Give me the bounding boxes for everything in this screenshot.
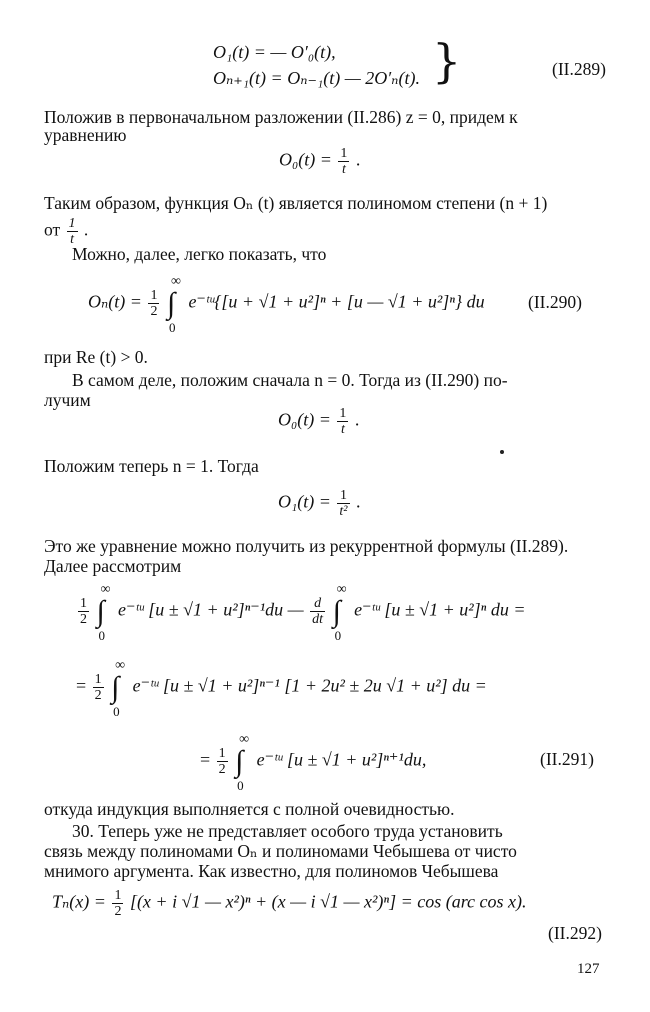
equation-290 [88, 273, 485, 335]
fraction-numerator: 1 [218, 746, 226, 761]
equation-292 [52, 888, 527, 919]
paragraph-7-line-2: Далее рассмотрим [44, 556, 182, 576]
equation-o1 [278, 488, 361, 519]
paragraph-7-line-1: Это же уравнение можно получить из рекуррентной формулы (II.289). [44, 536, 569, 556]
paragraph-8-line-1: откуда индукция выполняется с полной очевидностью. [44, 799, 455, 819]
paragraph-6-line-1: Положим теперь n = 1. Тогда [44, 456, 259, 476]
equals-sign: = [76, 675, 87, 696]
fraction-denominator: dt [312, 612, 324, 627]
fraction-denominator: 2 [218, 762, 226, 777]
equation-291-line1-term1: e⁻ᵗᵘ [u ± √1 + u²]ⁿ⁻¹du — [118, 599, 304, 620]
equation-291-line2-body: e⁻ᵗᵘ [u ± √1 + u²]ⁿ⁻¹ [1 + 2u² ± 2u √1 + u²] du = [132, 675, 487, 696]
fraction-denominator: 2 [80, 612, 87, 627]
equation-o0-again-lhs: O₀(t) = [278, 409, 331, 430]
equation-291-line1-term2: e⁻ᵗᵘ [u ± √1 + u²]ⁿ du = [354, 599, 526, 620]
fraction-denominator: t [337, 421, 348, 437]
paragraph-3-line-1: Можно, далее, легко показать, что [72, 244, 327, 264]
integral-sign: ∫ ∞ 0 [166, 273, 181, 335]
equation-o0-again [278, 406, 359, 437]
equation-289-line1: O₁(t) = — O′₀(t), [213, 42, 336, 62]
integral-lower-limit: 0 [334, 627, 342, 643]
fraction-denominator: 2 [94, 688, 102, 703]
paragraph-9-line-1: 30. Теперь уже не представляет особого труда установить [72, 821, 503, 841]
integral-upper-limit: ∞ [115, 657, 126, 673]
fraction-one-half [112, 888, 123, 919]
paragraph-5-line-1: В самом деле, положим сначала n = 0. Тогда из (II.290) по- [72, 370, 508, 390]
paragraph-1-line-2: уравнению [44, 125, 127, 145]
equation-o1-lhs: O₁(t) = [278, 491, 331, 512]
fraction-numerator: 1 [339, 406, 347, 421]
integral-upper-limit: ∞ [239, 731, 250, 747]
equals-sign: = [200, 749, 211, 770]
equation-period: . [354, 409, 360, 430]
equation-o0-period: . [355, 149, 361, 170]
fraction-numerator: d [314, 596, 322, 611]
paragraph-9-line-3: мнимого аргумента. Как известно, для полиномов Чебышева [44, 861, 499, 881]
equation-291-line3 [200, 731, 427, 793]
equation-292-lhs: Tₙ(x) = [52, 891, 106, 912]
fraction-denominator: t [67, 231, 78, 247]
equation-289-line2: Oₙ₊₁(t) = Oₙ₋₁(t) — 2O′ₙ(t). [213, 68, 420, 88]
integral-sign: ∫ ∞ 0 [332, 581, 347, 643]
fraction-numerator: 1 [150, 288, 158, 303]
integral-lower-limit: 0 [113, 703, 120, 719]
paragraph-4-line-1: при Re (t) > 0. [44, 347, 148, 367]
integral-sign: ∫ ∞ 0 [235, 731, 250, 793]
integral-upper-limit: ∞ [100, 581, 111, 597]
fraction-denominator: t² [339, 504, 348, 519]
equation-289-number: (II.289) [552, 59, 606, 79]
equation-290-lhs: Oₙ(t) = [88, 291, 142, 312]
paragraph-2-line-1: Таким образом, функция Oₙ (t) является полиномом степени (n + 1) [44, 193, 548, 213]
paragraph-2-period: . [83, 219, 89, 240]
fraction-numerator: 1 [340, 146, 348, 161]
fraction-one-half [93, 672, 104, 703]
integral-upper-limit: ∞ [170, 273, 181, 289]
fraction-1-over-t [337, 406, 348, 437]
equation-o0 [279, 146, 360, 177]
paragraph-5-line-2: лучим [44, 390, 91, 410]
equation-290-number: (II.290) [528, 292, 582, 312]
equation-o0-lhs: O₀(t) = [279, 149, 332, 170]
fraction-one-half [217, 746, 228, 777]
fraction-denominator: 2 [114, 904, 122, 919]
paragraph-1-line-1: Положив в первоначальном разложении (II.286) z = 0, придем к [44, 107, 518, 127]
fraction-numerator: 1 [339, 488, 347, 503]
integral-lower-limit: 0 [237, 777, 244, 793]
equation-292-body: [(x + i √1 — x²)ⁿ + (x — i √1 — x²)ⁿ] = cos (arc cos x). [129, 891, 527, 912]
fraction-numerator: 1 [68, 216, 76, 231]
equation-291-line1 [76, 581, 526, 643]
integral-lower-limit: 0 [168, 319, 176, 335]
fraction-1-over-t-squared [337, 488, 349, 519]
paragraph-9-line-2: связь между полиномами Oₙ и полиномами Чебышева от чисто [44, 841, 517, 861]
fraction-numerator: 1 [80, 596, 87, 611]
fraction-denominator: 2 [150, 304, 158, 319]
integral-sign: ∫ ∞ 0 [111, 657, 126, 719]
page-number: 127 [577, 961, 600, 977]
integral-lower-limit: 0 [98, 627, 105, 643]
equation-291-line2 [76, 657, 487, 719]
fraction-numerator: 1 [94, 672, 102, 687]
equation-period: . [356, 491, 361, 512]
equation-290-integrand: e⁻ᵗᵘ{[u + √1 + u²]ⁿ + [u — √1 + u²]ⁿ} du [188, 291, 485, 312]
fraction-d-dt [310, 596, 325, 627]
equation-291-line3-body: e⁻ᵗᵘ [u ± √1 + u²]ⁿ⁺¹du, [256, 749, 427, 770]
fraction-one-half [78, 596, 89, 627]
fraction-denominator: t [338, 161, 349, 177]
paragraph-2-word-ot: от [44, 219, 61, 240]
fraction-1-over-t [338, 146, 349, 177]
print-speck [500, 450, 504, 454]
integral-upper-limit: ∞ [336, 581, 347, 597]
equation-291-number: (II.291) [540, 749, 594, 769]
fraction-one-half [148, 288, 159, 319]
fraction-numerator: 1 [114, 888, 122, 903]
right-brace: } [432, 34, 462, 88]
integral-sign: ∫ ∞ 0 [96, 581, 111, 643]
equation-292-number: (II.292) [548, 923, 602, 943]
